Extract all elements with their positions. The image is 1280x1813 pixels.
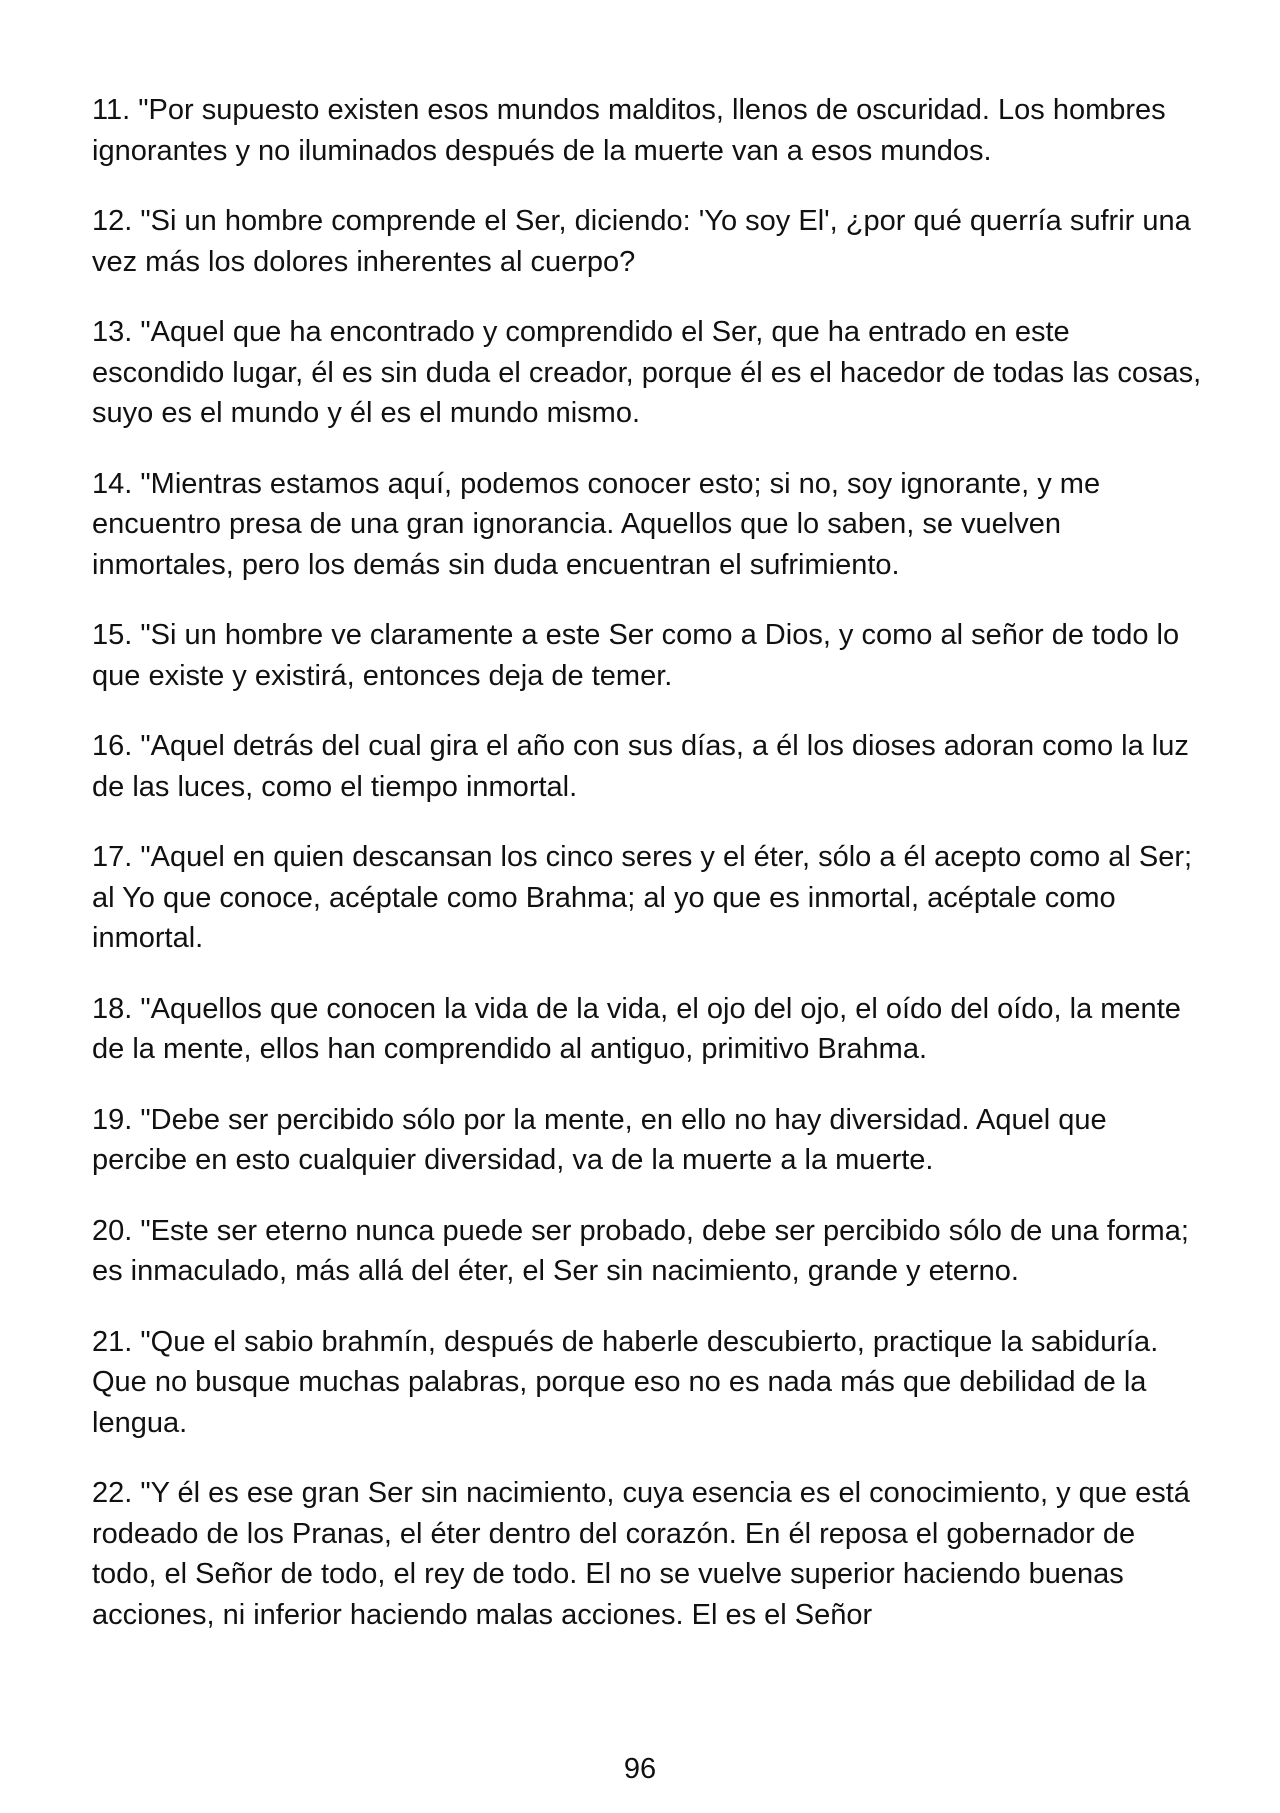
paragraph-21: 21. "Que el sabio brahmín, después de haberle descubierto, practique la sabiduría. Que no busque muchas palabras, porque eso no es nada más que debilidad de la lengua. bbox=[92, 1325, 1159, 1439]
paragraph-16: 16. "Aquel detrás del cual gira el año con sus días, a él los dioses adoran como la luz de las luces, como el tiempo inmortal. bbox=[92, 730, 1189, 803]
page-number: 96 bbox=[623, 1753, 657, 1785]
paragraph-15: 15. "Si un hombre ve claramente a este Ser como a Dios, y como al señor de todo lo que existe y existirá, entonces deja de temer. bbox=[92, 619, 1180, 692]
paragraph-18: 18. "Aquellos que conocen la vida de la vida, el ojo del ojo, el oído del oído, la mente de la mente, ellos han comprendido al antiguo, primitivo Brahma. bbox=[92, 992, 1181, 1065]
paragraph-22: 22. "Y él es ese gran Ser sin nacimiento, cuya esencia es el conocimiento, y que está rodeado de los Pranas, el éter dentro del corazón. En él reposa el gobernador de todo, el Señor de todo, el rey de todo. El no se vuelve superior haciendo buenas acciones, ni inferior haciendo malas acciones. El es el Señor bbox=[92, 1477, 1190, 1631]
paragraph-11: 11. "Por supuesto existen esos mundos malditos, llenos de oscuridad. Los hombres ignorantes y no iluminados después de la muerte van a esos mundos. bbox=[92, 94, 1166, 167]
paragraph-19: 19. "Debe ser percibido sólo por la mente, en ello no hay diversidad. Aquel que percibe en esto cualquier diversidad, va de la muerte a la muerte. bbox=[92, 1103, 1107, 1176]
paragraph-17: 17. "Aquel en quien descansan los cinco seres y el éter, sólo a él acepto como al Ser; al Yo que conoce, acéptale como Brahma; al yo que es inmortal, acéptale como inmortal. bbox=[92, 841, 1193, 954]
page-body bbox=[92, 90, 1204, 1665]
paragraph-20: 20. "Este ser eterno nunca puede ser probado, debe ser percibido sólo de una forma; es inmaculado, más allá del éter, el Ser sin nacimiento, grande y eterno. bbox=[92, 1214, 1189, 1287]
paragraph-12: 12. "Si un hombre comprende el Ser, diciendo: 'Yo soy El', ¿por qué querría sufrir una vez más los dolores inherentes al cuerpo? bbox=[92, 205, 1191, 278]
paragraph-13: 13. "Aquel que ha encontrado y comprendido el Ser, que ha entrado en este escondido lugar, él es sin duda el creador, porque él es el hacedor de todas las cosas, suyo es el mundo y él es el mundo mismo. bbox=[92, 316, 1202, 429]
paragraph-14: 14. "Mientras estamos aquí, podemos conocer esto; si no, soy ignorante, y me encuentro presa de una gran ignorancia. Aquellos que lo saben, se vuelven inmortales, pero los demás sin duda encuentran el sufrimiento. bbox=[92, 467, 1101, 581]
